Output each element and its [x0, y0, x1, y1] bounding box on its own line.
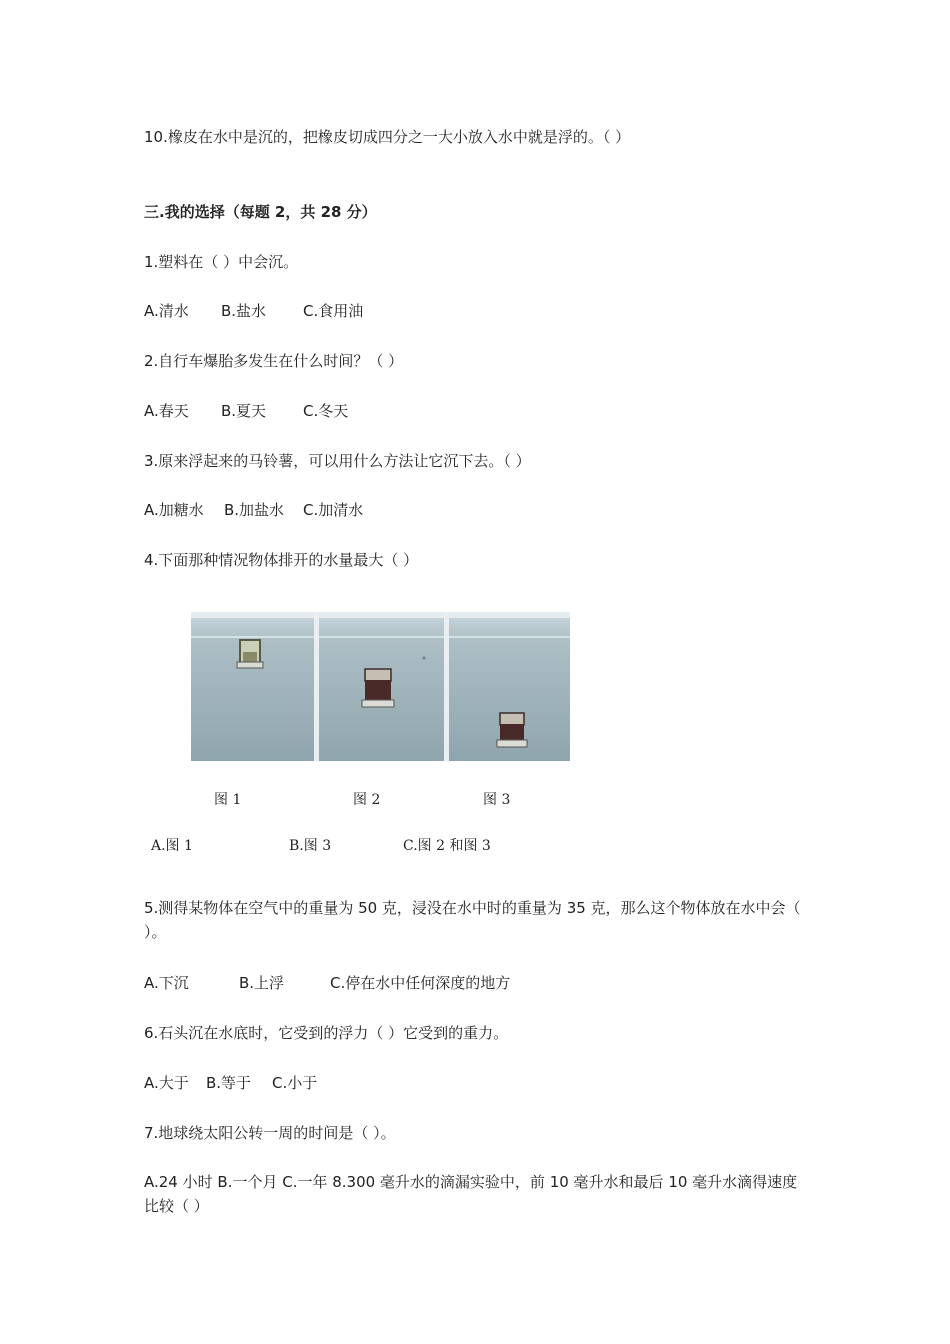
options-q2: [144, 399, 348, 423]
figure-caption-1: 图 1: [214, 792, 242, 808]
question-6: 6.石头沉在水底时，它受到的浮力（ ）它受到的重力。: [144, 1024, 509, 1042]
options-q6: [144, 1071, 317, 1095]
option-a: A.清水: [144, 302, 189, 320]
option-a: A.春天: [144, 402, 189, 420]
option-a: A.图 1: [151, 838, 193, 854]
option-c: C.小于: [272, 1074, 318, 1092]
options-q7-and-question-8: A.24 小时 B.一个月 C.一年 8.300 毫升水的滴漏实验中，前 10 毫升水和最后 10 毫升水滴得速度比较（ ）: [144, 1173, 798, 1215]
section-heading: 三.我的选择（每题 2，共 28 分）: [144, 203, 377, 221]
option-c: C.食用油: [303, 302, 364, 320]
option-a: A.加糖水: [144, 501, 204, 519]
option-c: C.停在水中任何深度的地方: [330, 974, 511, 992]
buoyancy-figure-graphic: [191, 612, 570, 761]
question-5: 5.测得某物体在空气中的重量为 50 克，浸没在水中时的重量为 35 克，那么这个物体放在水中会（ ）。: [144, 899, 801, 941]
option-b: B.上浮: [239, 974, 285, 992]
option-a: A.大于: [144, 1074, 189, 1092]
option-a: A.下沉: [144, 974, 189, 992]
options-q5: [144, 971, 510, 995]
option-c: C.加清水: [303, 501, 364, 519]
question-4: 4.下面那种情况物体排开的水量最大（ ）: [144, 551, 419, 569]
option-b: B.盐水: [221, 302, 267, 320]
question-3: 3.原来浮起来的马铃薯，可以用什么方法让它沉下去。（ ）: [144, 452, 531, 470]
question-7: 7.地球绕太阳公转一周的时间是（ ）。: [144, 1124, 396, 1142]
option-c: C.图 2 和图 3: [403, 838, 491, 854]
figure-caption-3: 图 3: [483, 792, 511, 808]
question-10: 10.橡皮在水中是沉的，把橡皮切成四分之一大小放入水中就是浮的。（ ）: [144, 128, 631, 146]
question-2: 2.自行车爆胎多发生在什么时间？（ ）: [144, 352, 404, 370]
buoyancy-figure: [191, 612, 570, 761]
figure-caption-2: 图 2: [353, 792, 381, 808]
option-b: B.加盐水: [224, 501, 285, 519]
option-b: B.等于: [206, 1074, 252, 1092]
options-q3: [144, 498, 363, 522]
option-b: B.图 3: [289, 838, 332, 854]
question-1: 1.塑料在（ ）中会沉。: [144, 253, 299, 271]
option-b: B.夏天: [221, 402, 267, 420]
option-c: C.冬天: [303, 402, 349, 420]
options-q1: [144, 299, 363, 323]
